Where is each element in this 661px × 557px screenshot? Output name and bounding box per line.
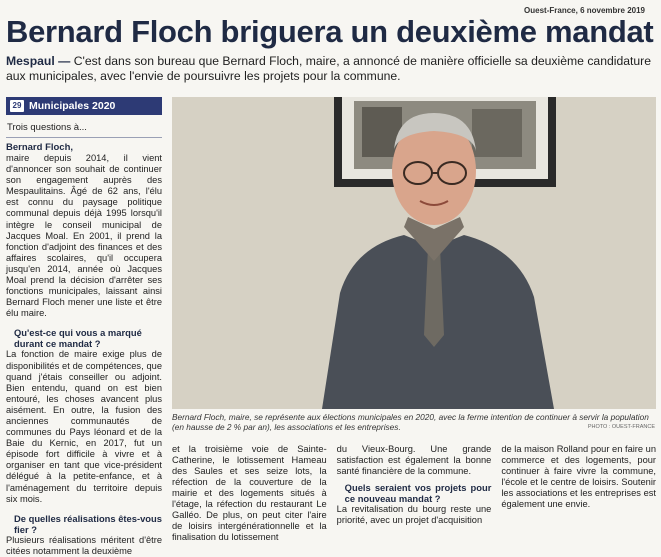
department-badge: 29 [10, 100, 24, 112]
body-columns [172, 444, 656, 543]
question-2: De quelles réalisations êtes-vous fier ? [14, 512, 162, 535]
portrait-illustration [172, 97, 656, 409]
answer-1: La fonction de maire exige plus de disponibilités et de compétences, que quand j'étais conseiller ou adjoint. Bien entendu, quand on est bien entouré, les choses avancent plus aisément. En outre, la fusion des anciennes communautés de communes du Pays léonard et de la Baie du Kernic, en 2017, fut un épisode fort difficile à vivre et à organiser en tant que vice-président délégué à la petite-enfance, et à l'aménagement du territoire depuis six mois. [6, 349, 162, 504]
body-column-3: de la maison Rolland pour en faire un commerce et des logements, pour continuer à faire vivre la commune, l'école et le centre de loisirs. Soutenir les associations et les entreprises est également une envie. [501, 444, 657, 509]
answer-2: Plusieurs réalisations méritent d'être citées notamment la deuxième [6, 534, 162, 556]
newspaper-source: Ouest-France, 6 novembre 2019 [524, 6, 645, 15]
headline: Bernard Floch briguera un deuxième mandat [6, 14, 654, 49]
interview-subtitle: Trois questions à... [7, 122, 87, 133]
section-band [6, 97, 162, 115]
intro-text: maire depuis 2014, il vient d'annoncer son souhait de continuer son engagement auprès des Mespaulitains. Âgé de 62 ans, l'élu est connu du paysage politique communal depuis déjà 1995 lorsqu'il intègre le conseil municipal de Jacques Moal. En 2001, il prend la fonction d'adjoint des finances et des affaires scolaires, qu'il occupera jusqu'en 2014, année où Jacques Moal prend la décision d'arrêter ses fonctions municipales, laissant ainsi Bernard Floch mener une liste et être élu maire. [6, 153, 162, 319]
lead-place: Mespaul — [6, 54, 71, 68]
portrait-photo [172, 97, 656, 409]
question-1: Qu'est-ce qui vous a marqué durant ce mandat ? [14, 327, 142, 350]
divider [6, 137, 162, 138]
sidebar-column [6, 97, 162, 556]
lead-paragraph [6, 54, 652, 84]
section-label: Municipales 2020 [29, 100, 116, 112]
body-column-2-text-a: du Vieux-Bourg. Une grande satisfaction est également la bonne santé financière de la commune. [336, 444, 492, 476]
intro-name: Bernard Floch, [6, 142, 74, 153]
body-column-2 [337, 444, 492, 543]
photo-caption: Bernard Floch, maire, se représente aux élections municipales en 2020, avec la ferme intention de continuer à servir la population (en hausse de 2 % par an), les associations et les entreprises. [172, 412, 649, 432]
body-column-2-text-b: La revitalisation du bourg reste une priorité, avec un projet d'acquisition [336, 504, 492, 525]
photo-credit: PHOTO : OUEST-FRANCE [587, 424, 655, 430]
question-3: Quels seraient vos projets pour ce nouveau mandat ? [344, 482, 492, 504]
body-column-1: et la troisième voie de Sainte-Catherine, le lotissement Hameau des Saules et ses seize lots, la réfection de la couverture de la mairie et des logements situés à l'étage, la réfection du restaurant Le Galléo. De plus, on peut citer l'aire de loisirs intergénérationnelle et la finalisation du lotissement [172, 444, 327, 542]
lead-text: C'est dans son bureau que Bernard Floch, maire, a annoncé de manière officielle sa deuxième candidature aux municipales, avec l'envie de poursuivre les projets pour la commune. [6, 54, 652, 83]
